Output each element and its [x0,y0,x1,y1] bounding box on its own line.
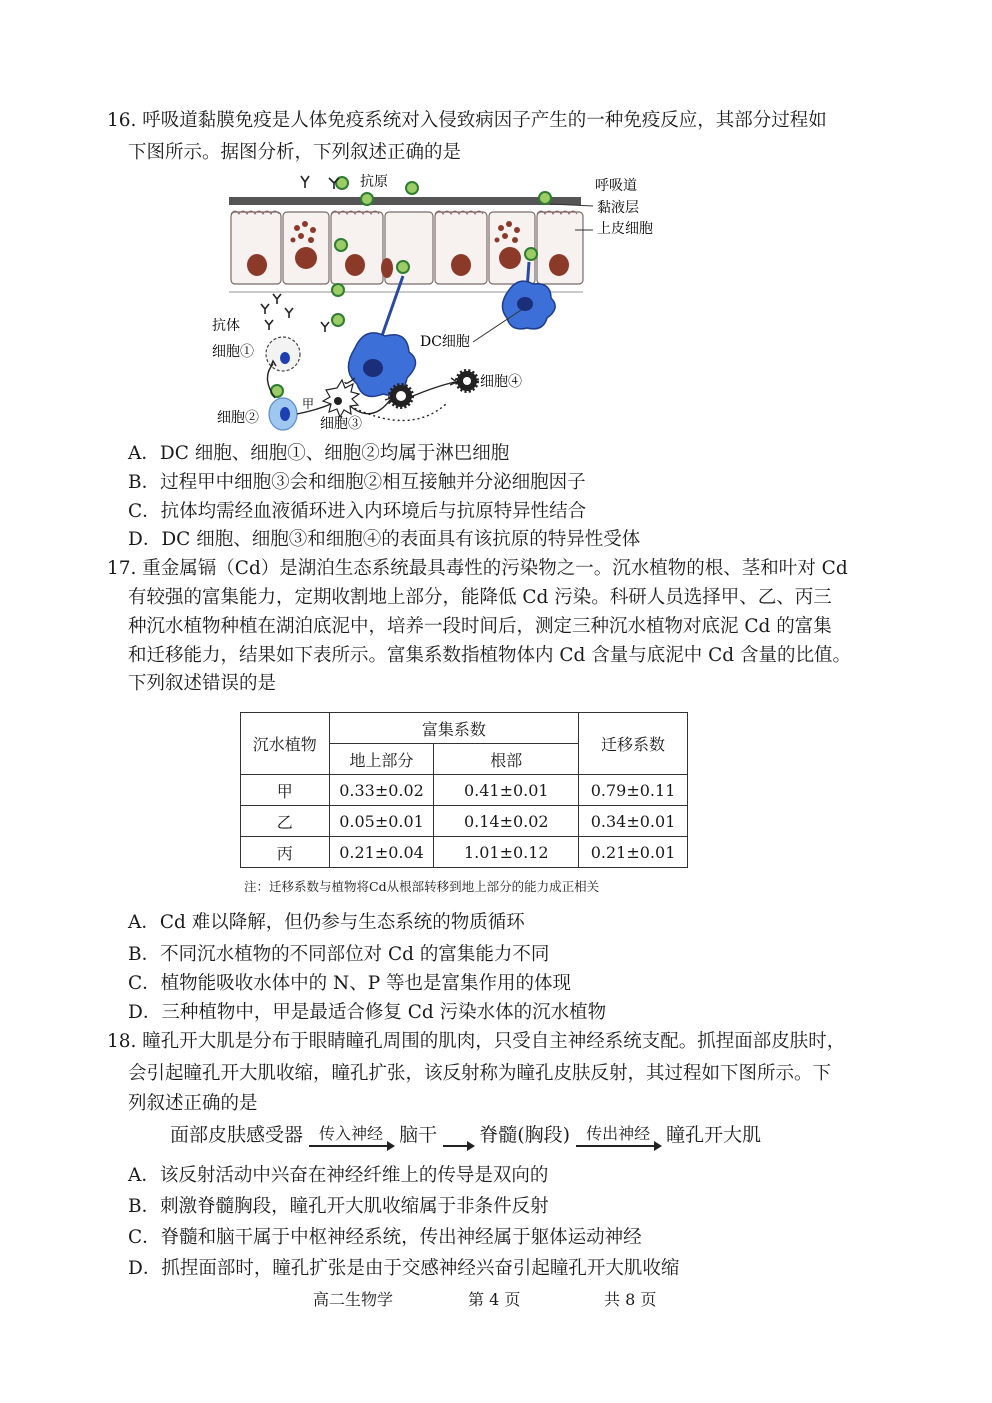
label-cell1: 细胞① [212,344,254,360]
cell-2 [269,398,297,430]
q16-option-a: A．DC 细胞、细胞①、细胞②均属于淋巴细胞 [128,443,510,464]
table-row [241,837,688,868]
label-cell2: 细胞② [217,410,259,426]
table-note: 注：迁移系数与植物将Cd从根部转移到地上部分的能力成正相关 [244,879,600,894]
reflex-flowchart [170,1120,761,1147]
immune-diagram [205,170,685,440]
footer-subject: 高二生物学 [313,1290,394,1309]
footer-page: 第 4 页 [468,1290,521,1309]
flow-brainstem: 脑干 [399,1124,438,1146]
label-process-jia: 甲 [302,397,315,411]
cell-plant: 丙 [241,837,330,868]
q18-stem-line3: 列叙述正确的是 [128,1093,258,1114]
flow-afferent-arrow [309,1125,393,1147]
flow-efferent-arrow [576,1125,660,1147]
label-cell4: 细胞④ [480,374,522,390]
q17-stem-line5: 下列叙述错误的是 [128,673,277,694]
q18-stem-line1: 18. 瞳孔开大肌是分布于眼睛瞳孔周围的肌肉，只受自主神经系统支配。抓捏面部皮肤时， [107,1031,846,1052]
q16-option-b: B．过程甲中细胞③会和细胞②相互接触并分泌细胞因子 [128,472,586,493]
q17-stem-line3: 种沉水植物种植在湖泊底泥中，培养一段时间后，测定三种沉水植物对底泥 Cd 的富集 [128,616,832,637]
cd-data-table [240,712,688,868]
q17-option-a: A．Cd 难以降解，但仍参与生态系统的物质循环 [128,912,525,933]
flow-efferent-label: 传出神经 [586,1124,651,1143]
cell-above: 0.21±0.04 [329,837,434,868]
flow-muscle: 瞳孔开大肌 [666,1124,762,1146]
q17-option-d: D．三种植物中，甲是最适合修复 Cd 污染水体的沉水植物 [128,1002,607,1023]
header-root: 根部 [434,744,579,775]
q17-option-c: C．植物能吸收水体中的 N、P 等也是富集作用的体现 [128,973,572,994]
cell-transfer: 0.21±0.01 [579,837,688,868]
q18-option-c: C．脊髓和脑干属于中枢神经系统，传出神经属于躯体运动神经 [128,1227,642,1248]
mucus-layer [229,197,581,205]
q17-stem-line1: 17. 重金属镉（Cd）是湖泊生态系统最具毒性的污染物之一。沉水植物的根、茎和叶对 Cd [107,558,848,579]
cell-root: 0.41±0.01 [434,775,579,806]
flow-spinal: 脊髓(胸段) [479,1124,571,1146]
q18-option-d: D．抓捏面部时，瞳孔扩张是由于交感神经兴奋引起瞳孔开大肌收缩 [128,1258,680,1279]
q17-stem-line4: 和迁移能力，结果如下表所示。富集系数指植物体内 Cd 含量与底泥中 Cd 含量的比值。 [128,645,852,666]
label-epithelium: 上皮细胞 [597,221,653,237]
table-row [241,775,688,806]
activated-cell [390,385,412,407]
cell-transfer: 0.79±0.11 [579,775,688,806]
label-dc-cell: DC细胞 [420,334,470,350]
cell-4 [457,371,477,391]
cell-transfer: 0.34±0.01 [579,806,688,837]
q18-stem-line2: 会引起瞳孔开大肌收缩，瞳孔扩张，该反射称为瞳孔皮肤反射，其过程如下图所示。下 [128,1063,832,1084]
header-enrichment: 富集系数 [329,713,579,744]
header-above-ground: 地上部分 [329,744,434,775]
table-row [241,806,688,837]
q16-stem-line2: 下图所示。据图分析，下列叙述正确的是 [128,142,462,163]
flow-arrow [443,1125,473,1147]
cell-root: 1.01±0.12 [434,837,579,868]
cell-above: 0.05±0.01 [329,806,434,837]
q18-option-b: B．刺激脊髓胸段，瞳孔开大肌收缩属于非条件反射 [128,1196,549,1217]
q17-option-b: B．不同沉水植物的不同部位对 Cd 的富集能力不同 [128,944,550,965]
label-mucus: 黏液层 [597,200,639,216]
cell-root: 0.14±0.02 [434,806,579,837]
label-cell3: 细胞③ [320,416,362,432]
cell-plant: 乙 [241,806,330,837]
header-transfer: 迁移系数 [579,713,688,775]
label-antibody: 抗体 [212,318,240,334]
q16-option-d: D．DC 细胞、细胞③和细胞④的表面具有该抗原的特异性受体 [128,529,641,550]
label-respiratory: 呼吸道 [595,178,637,194]
q18-option-a: A．该反射活动中兴奋在神经纤维上的传导是双向的 [128,1165,549,1186]
cell-above: 0.33±0.02 [329,775,434,806]
q16-option-c: C．抗体均需经血液循环进入内环境后与抗原特异性结合 [128,501,587,522]
q17-stem-line2: 有较强的富集能力，定期收割地上部分，能降低 Cd 污染。科研人员选择甲、乙、丙三 [128,587,832,608]
label-antigen: 抗原 [360,174,388,190]
cell-3 [323,380,359,417]
footer-total: 共 8 页 [604,1290,657,1309]
cell-plant: 甲 [241,775,330,806]
dc-cell-left [348,276,415,396]
flow-receptor: 面部皮肤感受器 [170,1124,304,1146]
flow-afferent-label: 传入神经 [319,1124,384,1143]
header-plant: 沉水植物 [241,713,330,775]
q16-stem-line1: 16. 呼吸道黏膜免疫是人体免疫系统对入侵致病因子产生的一种免疫反应，其部分过程如 [107,110,827,131]
